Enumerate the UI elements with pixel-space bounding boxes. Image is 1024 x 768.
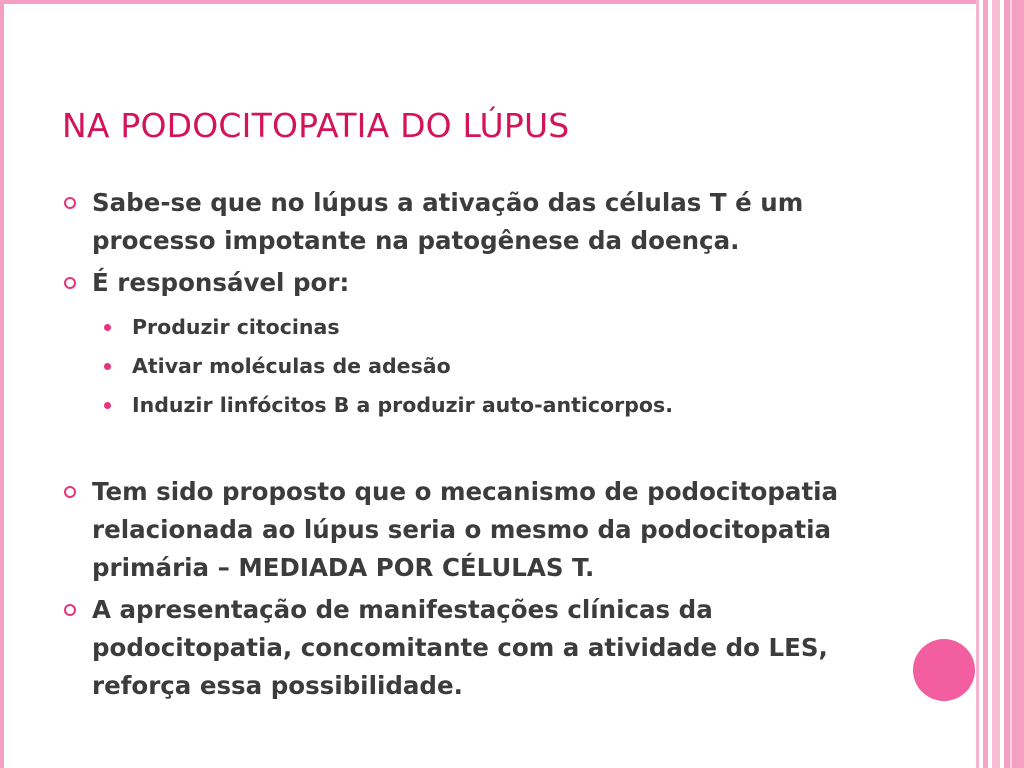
sub-bullet-text: Induzir linfócitos B a produzir auto-anticorpos.	[132, 393, 673, 417]
ring-bullet-icon	[64, 604, 76, 616]
bullet-text: Sabe-se que no lúpus a ativação das células T é um processo impotante na patogênese da doença.	[92, 188, 804, 255]
bullet-item	[62, 473, 902, 587]
bullet-item	[62, 591, 902, 705]
sub-bullet-text: Ativar moléculas de adesão	[132, 354, 451, 378]
slide-title: NA PODOCITOPATIA DO LÚPUS	[62, 106, 570, 145]
bullet-text: É responsável por:	[92, 268, 350, 297]
stripe-decoration	[1004, 0, 1024, 768]
sub-bullet-item	[62, 386, 902, 425]
sub-bullet-text: Produzir citocinas	[132, 315, 340, 339]
ring-bullet-icon	[64, 486, 76, 498]
slide-content	[62, 184, 902, 709]
top-border-decoration	[0, 0, 976, 4]
dot-bullet-icon	[104, 363, 111, 370]
dot-bullet-icon	[104, 402, 111, 409]
left-border-decoration	[0, 0, 4, 768]
bullet-text: Tem sido proposto que o mecanismo de podocitopatia relacionada ao lúpus seria o mesmo da podocitopatia primária – MEDIADA POR CÉLULAS T.	[92, 477, 839, 582]
spacer	[62, 425, 902, 473]
bullet-text: A apresentação de manifestações clínicas da podocitopatia, concomitante com a atividade do LES, reforça essa possibilidade.	[92, 595, 828, 700]
sub-bullet-item	[62, 347, 902, 386]
bullet-item	[62, 264, 902, 302]
dot-bullet-icon	[104, 324, 111, 331]
stripe-decoration	[1010, 0, 1012, 768]
sub-bullet-item	[62, 308, 902, 347]
stripe-decoration	[992, 0, 1000, 768]
stripe-decoration	[976, 0, 979, 768]
stripe-decoration	[983, 0, 988, 768]
sub-bullet-list	[62, 308, 902, 425]
ring-bullet-icon	[64, 197, 76, 209]
ring-bullet-icon	[64, 277, 76, 289]
bullet-item	[62, 184, 902, 260]
decorative-circle	[913, 639, 975, 701]
